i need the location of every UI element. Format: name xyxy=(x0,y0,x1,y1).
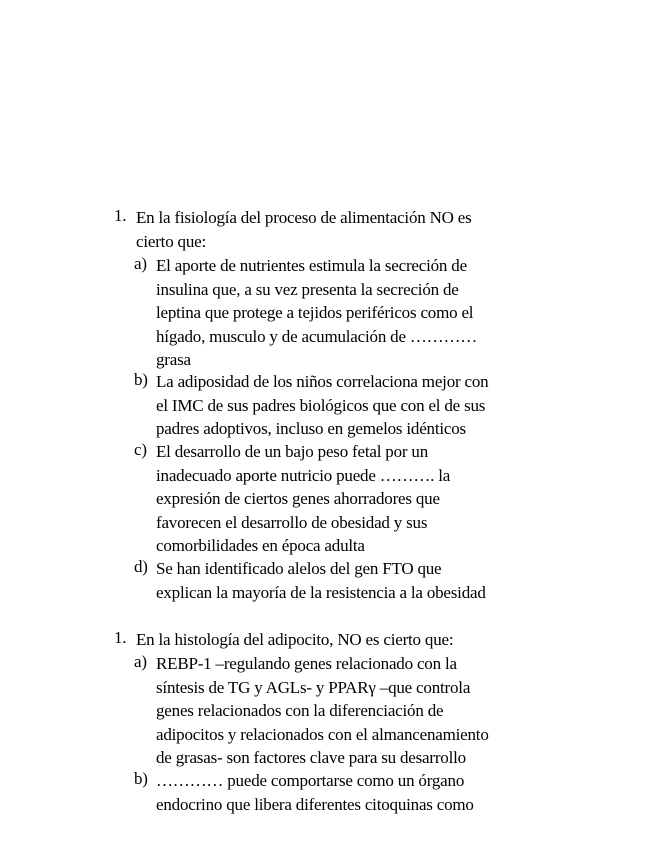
option-line: REBP-1 –regulando genes relacionado con la xyxy=(156,654,457,673)
option-text xyxy=(156,769,576,816)
option-line: hígado, musculo y de acumulación de ………… xyxy=(156,326,478,346)
option-line: inadecuado aporte nutricio puede ………. la xyxy=(156,465,451,485)
option-line: expresión de ciertos genes ahorradores que xyxy=(156,489,440,508)
option-text xyxy=(156,440,576,558)
option-line: El aporte de nutrientes estimula la secreción de xyxy=(156,256,467,275)
option-line: endocrino que libera diferentes citoquinas como xyxy=(156,794,474,814)
option-line: padres adoptivos, incluso en gemelos idénticos xyxy=(156,419,466,438)
option-line: leptina que protege a tejidos periféricos como el xyxy=(156,303,474,322)
option-letter: c) xyxy=(134,440,147,459)
option-text xyxy=(156,254,576,372)
option-line: explican la mayoría de la resistencia a la obesidad xyxy=(156,582,486,602)
question-line: cierto que: xyxy=(136,231,207,251)
option-line: grasa xyxy=(156,350,191,369)
option-line: El desarrollo de un bajo peso fetal por un xyxy=(156,442,429,461)
question-number: 1. xyxy=(114,628,127,647)
option-line: síntesis de TG y AGLs- y PPARγ –que controla xyxy=(156,677,471,697)
option-line: el IMC de sus padres biológicos que con el de sus xyxy=(156,395,486,415)
option-text xyxy=(156,370,576,441)
option-line: de grasas- son factores clave para su desarrollo xyxy=(156,748,466,767)
option-letter: a) xyxy=(134,652,147,671)
option-text xyxy=(156,557,576,604)
option-line: genes relacionados con la diferenciación de xyxy=(156,701,444,720)
option-line: insulina que, a su vez presenta la secreción de xyxy=(156,279,459,299)
option-line: ………… puede comportarse como un órgano xyxy=(156,771,465,790)
question-text xyxy=(136,206,576,253)
option-letter: b) xyxy=(134,370,148,389)
option-line: favorecen el desarrollo de obesidad y sus xyxy=(156,512,428,532)
question-line: En la histología del adipocito, NO es cierto que: xyxy=(136,630,454,649)
option-line: comorbilidades en época adulta xyxy=(156,536,365,555)
question-text xyxy=(136,628,576,652)
option-letter: b) xyxy=(134,769,148,788)
option-text xyxy=(156,652,576,770)
option-line: La adiposidad de los niños correlaciona mejor con xyxy=(156,372,489,391)
option-letter: d) xyxy=(134,557,148,576)
question-number: 1. xyxy=(114,206,127,225)
option-line: adipocitos y relacionados con el almancenamiento xyxy=(156,724,489,744)
question-line: En la fisiología del proceso de alimentación NO es xyxy=(136,208,472,227)
option-line: Se han identificado alelos del gen FTO que xyxy=(156,559,442,578)
option-letter: a) xyxy=(134,254,147,273)
